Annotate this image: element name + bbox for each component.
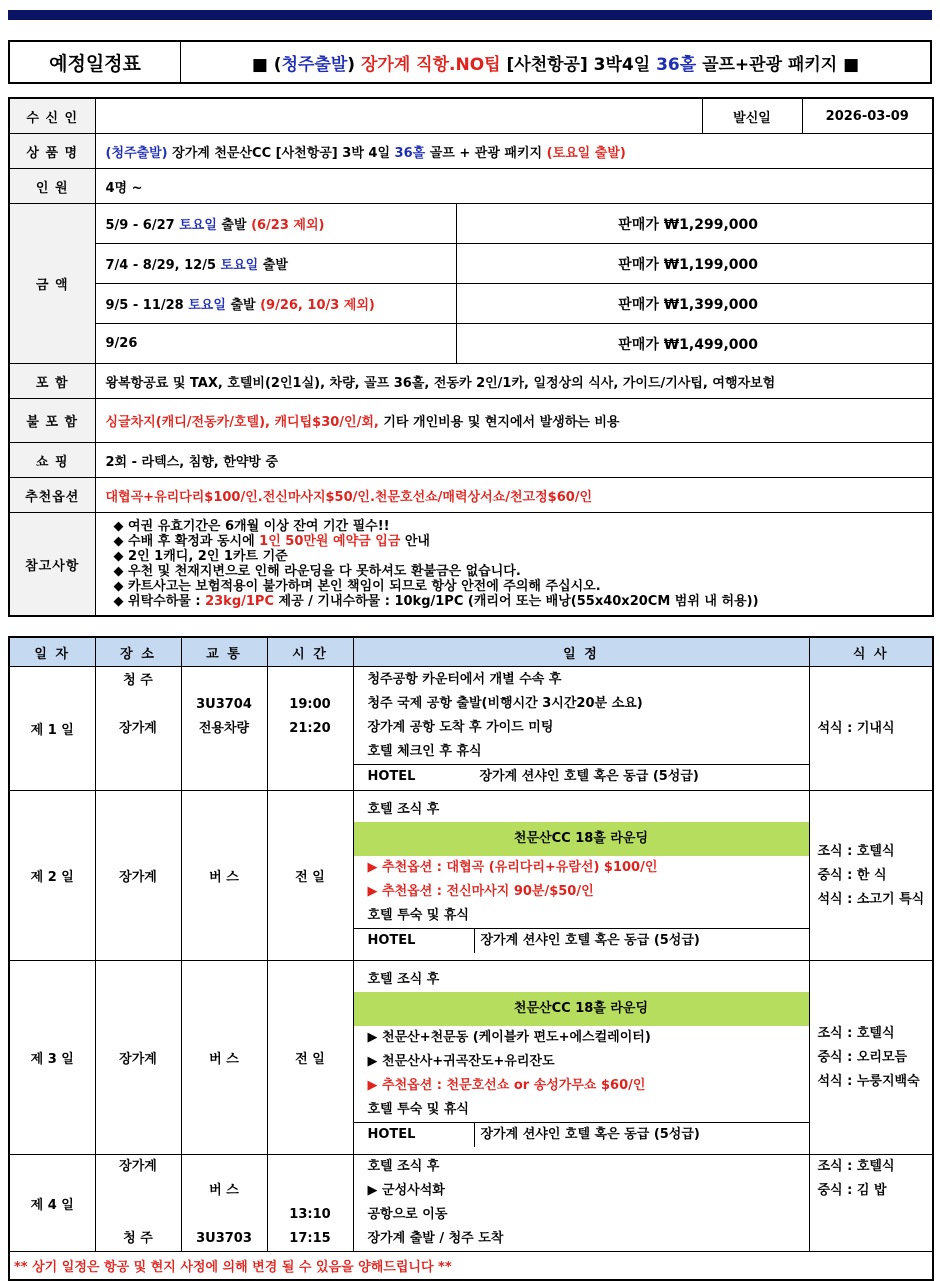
note-deposit: ◆ 수배 후 확정과 동시에 1인 50만원 예약금 입금 안내 — [113, 534, 430, 549]
day1-place: 청 주 장가계 — [95, 667, 181, 791]
day2-transport: 버 스 — [181, 791, 267, 961]
day2-golf-round: 천문산CC 18홀 라운딩 — [354, 822, 809, 856]
note-weather: ◆ 우천 및 천재지변으로 인해 라운딩을 다 못하셔도 환불금은 없습니다. — [113, 564, 521, 579]
day2-label: 제 2 일 — [9, 791, 95, 961]
price-value-1: 판매가 ₩1,299,000 — [456, 204, 933, 244]
day3-hotel: HOTEL 장가계 션샤인 호텔 혹은 동급 (5성급) — [354, 1122, 809, 1147]
day4-label: 제 4 일 — [9, 1155, 95, 1252]
day2-place: 장가계 — [95, 791, 181, 961]
col-meals: 식 사 — [809, 637, 933, 667]
day3-time: 전 일 — [267, 961, 353, 1155]
day1-transport: 3U3704 전용차량 — [181, 667, 267, 791]
option-value: 대협곡+유리다리$100/인.전신마사지$50/인.천문호선쇼/매력상서쇼/천고정$60/인 — [95, 478, 933, 513]
title-table — [8, 40, 932, 84]
price-value-2: 판매가 ₩1,199,000 — [456, 244, 933, 284]
day4-meals: 조식 : 호텔식 중식 : 김 밥 — [809, 1155, 933, 1252]
day3-golf-round: 천문산CC 18홀 라운딩 — [354, 992, 809, 1026]
price-value-4: 판매가 ₩1,499,000 — [456, 324, 933, 364]
day3-place: 장가계 — [95, 961, 181, 1155]
price-period-2: 7/4 - 8/29, 12/5 토요일 출발 — [95, 244, 456, 284]
day2-option-2: ▶ 추천옵션 : 전신마사지 90분/$50/인 — [367, 884, 594, 899]
include-value: 왕복항공료 및 TAX, 호텔비(2인1실), 차량, 골프 36홀, 전동카 2인/1카, 일정상의 식사, 가이드/기사팁, 여행자보험 — [95, 364, 933, 399]
col-time: 시 간 — [267, 637, 353, 667]
day1-label: 제 1 일 — [9, 667, 95, 791]
itinerary-table — [8, 636, 934, 1281]
price-period-1: 5/9 - 6/27 토요일 출발 (6/23 제외) — [95, 204, 456, 244]
day1-itinerary: 청주공항 카운터에서 개별 수속 후 청주 국제 공항 출발(비행시간 3시간20분 소요) 장가계 공항 도착 후 가이드 미팅 호텔 체크인 후 휴식 HOTEL 장가계 션샤인 호텔 혹은 동급 (5성급) — [353, 667, 809, 791]
day2-option-1: ▶ 추천옵션 : 대협곡 (유리다리+유람선) $100/인 — [367, 860, 658, 875]
recipient-value — [95, 98, 702, 134]
day4-time: 13:10 17:15 — [267, 1155, 353, 1252]
day2-meals: 조식 : 호텔식 중식 : 한 식 석식 : 소고기 특식 — [809, 791, 933, 961]
top-banner-bar — [8, 10, 932, 20]
day3-itinerary: 호텔 조식 후 천문산CC 18홀 라운딩 ▶ 천문산+천문동 (케이블카 편도+에스컬레이터) ▶ 천문산사+귀곡잔도+유리잔도 ▶ 추천옵션 : 천문호선쇼 or 송성가무쇼 $60/인 호텔 투숙 및 휴식 HOTEL 장가계 션샤인 호텔 혹은 동급 (5성급) — [353, 961, 809, 1155]
note-passport: ◆ 여권 유효기간은 6개월 이상 잔여 기간 필수!! — [113, 519, 390, 534]
day3-meals: 조식 : 호텔식 중식 : 오리모듬 석식 : 누룽지백숙 — [809, 961, 933, 1155]
notes-list — [95, 513, 933, 617]
include-label: 포 함 — [9, 364, 95, 399]
people-label: 인 원 — [9, 169, 95, 204]
schedule-label: 예정일정표 — [9, 41, 181, 83]
product-label: 상 품 명 — [9, 134, 95, 169]
day3-option: ▶ 추천옵션 : 천문호선쇼 or 송성가무쇼 $60/인 — [367, 1078, 646, 1093]
exclude-label: 불 포 함 — [9, 399, 95, 443]
recipient-label: 수 신 인 — [9, 98, 95, 134]
day1-time: 19:00 21:20 — [267, 667, 353, 791]
day2-hotel: HOTEL 장가계 션샤인 호텔 혹은 동급 (5성급) — [354, 928, 809, 953]
day4-transport: 버 스 3U3703 — [181, 1155, 267, 1252]
day4-itinerary: 호텔 조식 후 ▶ 군성사석화 공항으로 이동 장가계 출발 / 청주 도착 — [353, 1155, 809, 1252]
day4-place: 장가계 청 주 — [95, 1155, 181, 1252]
product-name: (청주출발) 장가계 천문산CC [사천항공] 3박 4일 36홀 골프 + 관광 패키지 (토요일 출발) — [95, 134, 933, 169]
people-value: 4명 ~ — [95, 169, 933, 204]
price-period-3: 9/5 - 11/28 토요일 출발 (9/26, 10/3 제외) — [95, 284, 456, 324]
day3-label: 제 3 일 — [9, 961, 95, 1155]
day1-meals: 석식 : 기내식 — [809, 667, 933, 791]
option-label: 추천옵션 — [9, 478, 95, 513]
col-transport: 교 통 — [181, 637, 267, 667]
shopping-label: 쇼 핑 — [9, 443, 95, 478]
price-label: 금 액 — [9, 204, 95, 364]
note-cart: ◆ 카트사고는 보험적용이 불가하며 본인 책임이 되므로 항상 안전에 주의해 주십시오. — [113, 579, 601, 594]
col-day: 일 자 — [9, 637, 95, 667]
day3-transport: 버 스 — [181, 961, 267, 1155]
shopping-value: 2회 - 라텍스, 침향, 한약방 중 — [95, 443, 933, 478]
footer-notice: ** 상기 일정은 항공 및 현지 사정에 의해 변경 될 수 있음을 양해드립니다 ** — [9, 1252, 933, 1281]
day1-hotel: HOTEL 장가계 션샤인 호텔 혹은 동급 (5성급) — [354, 764, 809, 789]
sent-date-label: 발신일 — [702, 98, 802, 134]
note-caddie: ◆ 2인 1캐디, 2인 1카트 기준 — [113, 549, 288, 564]
day2-time: 전 일 — [267, 791, 353, 961]
col-itinerary: 일 정 — [353, 637, 809, 667]
notes-label: 참고사항 — [9, 513, 95, 617]
package-title: ■ (청주출발) 장가계 직항.NO팁 [사천항공] 3박4일 36홀 골프+관광 패키지 ■ — [181, 41, 932, 83]
info-table — [8, 97, 934, 617]
col-place: 장 소 — [95, 637, 181, 667]
price-period-4: 9/26 — [95, 324, 456, 364]
day2-itinerary: 호텔 조식 후 천문산CC 18홀 라운딩 ▶ 추천옵션 : 대협곡 (유리다리+유람선) $100/인 ▶ 추천옵션 : 전신마사지 90분/$50/인 호텔 투숙 및 휴식 HOTEL 장가계 션샤인 호텔 혹은 동급 (5성급) — [353, 791, 809, 961]
exclude-value: 싱글차지(캐디/전동카/호텔), 캐디팁$30/인/회, 기타 개인비용 및 현지에서 발생하는 비용 — [95, 399, 933, 443]
sent-date-value: 2026-03-09 — [802, 98, 933, 134]
price-value-3: 판매가 ₩1,399,000 — [456, 284, 933, 324]
note-baggage: ◆ 위탁수하물 : 23kg/1PC 제공 / 기내수하물 : 10kg/1PC (캐리어 또는 배낭(55x40x20CM 범위 내 허용)) — [113, 594, 759, 609]
